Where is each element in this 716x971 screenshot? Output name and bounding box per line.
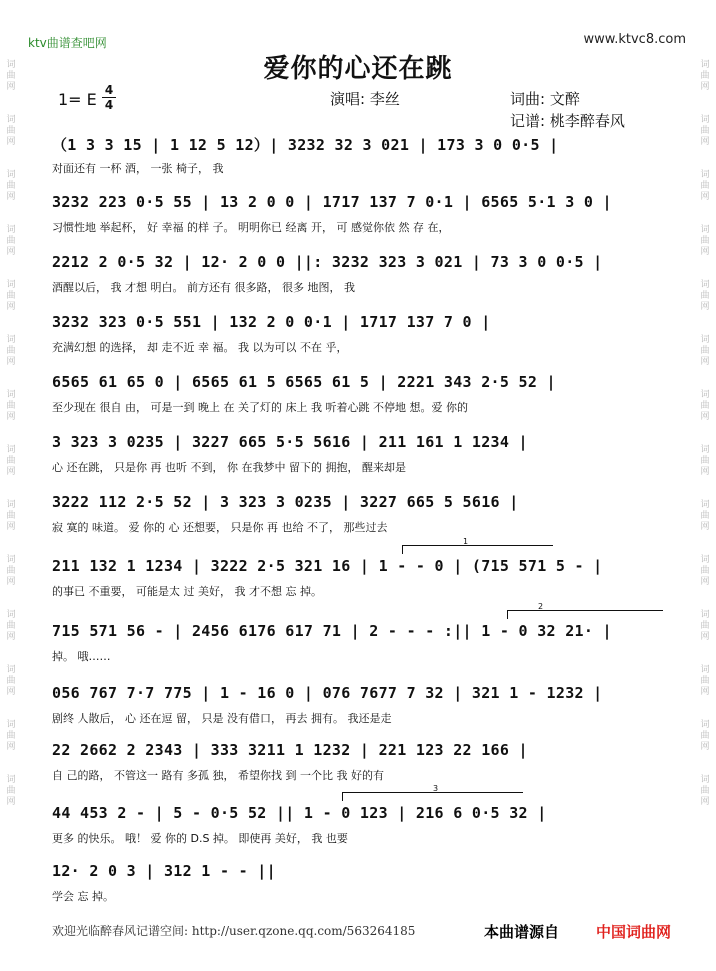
watermark-char: 曲 xyxy=(700,676,710,686)
watermark-char: 词 xyxy=(700,225,710,235)
watermark-char: 词 xyxy=(700,555,710,565)
watermark-char: 网 xyxy=(6,82,16,92)
watermark-char: 词 xyxy=(6,665,16,675)
watermark-char: 网 xyxy=(700,302,710,312)
footer-site-name: 中国词曲网 xyxy=(596,923,672,941)
watermark-char: 词 xyxy=(700,720,710,730)
volta-number-1: 1 xyxy=(463,537,469,546)
lyric-line: 至少现在 很自 由， 可是一到 晚上 在 关了灯的 床上 我 听着心跳 不停地 想。爱 你的 xyxy=(52,401,468,414)
watermark-char: 曲 xyxy=(700,456,710,466)
watermark-char: 网 xyxy=(700,797,710,807)
watermark-char: 词 xyxy=(700,610,710,620)
watermark-char: 曲 xyxy=(6,236,16,246)
watermark-char: 网 xyxy=(6,577,16,587)
watermark-char: 词 xyxy=(6,225,16,235)
watermark-char: 网 xyxy=(700,357,710,367)
notation-line: 3232 223 0·5 55 | 13 2 0 0 | 1717 137 7 0·1 | 6565 5·1 3 0 | xyxy=(52,193,612,211)
lyric-line: 充满幻想 的选择， 却 走不近 幸 福。 我 以为可以 不在 乎， xyxy=(52,341,348,354)
watermark-char: 词 xyxy=(6,500,16,510)
watermark-char: 词 xyxy=(700,280,710,290)
time-signature xyxy=(102,84,116,111)
watermark-char: 词 xyxy=(700,170,710,180)
transcriber-credit: 记谱: 桃李醉春风 xyxy=(510,112,625,130)
watermark-char: 词 xyxy=(700,60,710,70)
watermark-char: 曲 xyxy=(6,181,16,191)
lyric-line: 的事已 不重要， 可能是太 过 美好， 我 才不想 忘 掉。 xyxy=(52,585,322,598)
watermark-char: 词 xyxy=(6,115,16,125)
watermark-char: 词 xyxy=(700,115,710,125)
notation-line: 3 323 3 0235 | 3227 665 5·5 5616 | 211 161 1 1234 | xyxy=(52,433,528,451)
lyric-line: 对面还有 一杯 酒， 一张 椅子， 我 xyxy=(52,162,224,175)
site-name-left: ktv曲谱查吧网 xyxy=(28,36,107,50)
watermark-char: 曲 xyxy=(700,731,710,741)
footer-visit-text: 欢迎光临醉春风记谱空间: http://user.qzone.qq.com/563264185 xyxy=(52,924,416,938)
volta-bracket-3 xyxy=(342,784,523,801)
notation-line: 715 571 56 - | 2456 6176 617 71 | 2 - - - :|| 1 - 0 32 21· | xyxy=(52,622,612,640)
lyric-line: 酒醒以后， 我 才想 明白。 前方还有 很多路， 很多 地图， 我 xyxy=(52,281,355,294)
watermark-char: 曲 xyxy=(700,236,710,246)
watermark-char: 词 xyxy=(6,555,16,565)
lyric-line: 掉。 哦…… xyxy=(52,650,111,663)
time-sig-bottom: 4 xyxy=(104,98,114,112)
watermark-char: 网 xyxy=(700,82,710,92)
watermark-char: 曲 xyxy=(6,676,16,686)
volta-number-3: 3 xyxy=(433,784,439,793)
watermark-char: 词 xyxy=(700,665,710,675)
watermark-char: 网 xyxy=(700,577,710,587)
notation-line: 3222 112 2·5 52 | 3 323 3 0235 | 3227 665 5 5616 | xyxy=(52,493,519,511)
watermark-char: 网 xyxy=(700,742,710,752)
watermark-char: 网 xyxy=(6,192,16,202)
footer-source-text: 本曲谱源自 xyxy=(484,923,560,941)
watermark-char: 网 xyxy=(6,632,16,642)
lyric-line: 更多 的快乐。 哦！ 爱 你的 D.S 掉。 即使再 美好， 我 也要 xyxy=(52,832,348,845)
watermark-char: 词 xyxy=(700,500,710,510)
site-url-right: www.ktvc8.com xyxy=(583,32,686,47)
time-sig-top: 4 xyxy=(104,83,114,97)
watermark-char: 词 xyxy=(700,445,710,455)
watermark-char: 网 xyxy=(700,632,710,642)
watermark-char: 曲 xyxy=(6,511,16,521)
notation-line: 12· 2 0 3 | 312 1 - - || xyxy=(52,862,276,880)
watermark-char: 曲 xyxy=(6,566,16,576)
watermark-char: 网 xyxy=(700,412,710,422)
watermark-right xyxy=(696,60,714,830)
lyric-line: 寂 寞的 味道。 爱 你的 心 还想要， 只是你 再 也给 不了， 那些过去 xyxy=(52,521,388,534)
watermark-char: 网 xyxy=(6,467,16,477)
watermark-char: 网 xyxy=(6,302,16,312)
watermark-char: 曲 xyxy=(700,566,710,576)
volta-number-2: 2 xyxy=(538,602,544,611)
watermark-char: 曲 xyxy=(6,456,16,466)
notation-line: 211 132 1 1234 | 3222 2·5 321 16 | 1 - - 0 | (715 571 5 - | xyxy=(52,557,603,575)
watermark-char: 网 xyxy=(6,522,16,532)
watermark-char: 词 xyxy=(6,775,16,785)
watermark-char: 曲 xyxy=(6,346,16,356)
notation-line: 3232 323 0·5 551 | 132 2 0 0·1 | 1717 137 7 0 | xyxy=(52,313,491,331)
watermark-char: 曲 xyxy=(700,346,710,356)
watermark-char: 网 xyxy=(700,192,710,202)
watermark-char: 网 xyxy=(700,522,710,532)
notation-line: 22 2662 2 2343 | 333 3211 1 1232 | 221 123 22 166 | xyxy=(52,741,528,759)
notation-line: 056 767 7·7 775 | 1 - 16 0 | 076 7677 7 32 | 321 1 - 1232 | xyxy=(52,684,603,702)
watermark-char: 网 xyxy=(6,357,16,367)
notation-line: 6565 61 65 0 | 6565 61 5 6565 61 5 | 2221 343 2·5 52 | xyxy=(52,373,556,391)
volta-bracket-1 xyxy=(402,537,553,554)
watermark-char: 网 xyxy=(700,467,710,477)
watermark-char: 曲 xyxy=(6,401,16,411)
notation-line: 2212 2 0·5 32 | 12· 2 0 0 ||: 3232 323 3 021 | 73 3 0 0·5 | xyxy=(52,253,603,271)
lyric-line: 心 还在跳， 只是你 再 也听 不到， 你 在我梦中 留下的 拥抱， 醒来却是 xyxy=(52,461,406,474)
watermark-char: 词 xyxy=(6,280,16,290)
lyric-line: 自 己的路， 不管这一 路有 多孤 独， 希望你找 到 一个比 我 好的有 xyxy=(52,769,384,782)
singer-credit: 演唱: 李丝 xyxy=(330,90,400,108)
notation-line: 44 453 2 - | 5 - 0·5 52 || 1 - 0 123 | 216 6 0·5 32 | xyxy=(52,804,547,822)
watermark-char: 词 xyxy=(6,170,16,180)
watermark-char: 词 xyxy=(700,335,710,345)
song-title: 爱你的心还在跳 xyxy=(263,54,453,84)
watermark-char: 曲 xyxy=(6,291,16,301)
watermark-left xyxy=(2,60,20,830)
watermark-char: 曲 xyxy=(6,621,16,631)
watermark-char: 曲 xyxy=(700,291,710,301)
watermark-char: 网 xyxy=(6,137,16,147)
notation-line: （1 3 3 15 | 1 12 5 12）| 3232 32 3 021 | 173 3 0 0·5 | xyxy=(52,136,559,154)
watermark-char: 词 xyxy=(6,60,16,70)
watermark-char: 曲 xyxy=(700,511,710,521)
watermark-char: 曲 xyxy=(700,181,710,191)
watermark-char: 网 xyxy=(6,412,16,422)
lyric-line: 习惯性地 举起杯， 好 幸福 的样 子。 明明你已 经离 开， 可 感觉你依 然 存 在， xyxy=(52,221,450,234)
watermark-char: 曲 xyxy=(700,71,710,81)
watermark-char: 曲 xyxy=(6,786,16,796)
watermark-char: 曲 xyxy=(700,786,710,796)
watermark-char: 曲 xyxy=(700,126,710,136)
watermark-char: 曲 xyxy=(6,731,16,741)
lyric-line: 剧终 人散后， 心 还在逗 留， 只是 没有借口， 再去 拥有。 我还是走 xyxy=(52,712,392,725)
watermark-char: 词 xyxy=(700,775,710,785)
watermark-char: 网 xyxy=(6,742,16,752)
watermark-char: 词 xyxy=(6,610,16,620)
watermark-char: 曲 xyxy=(6,126,16,136)
key-signature: 1= E xyxy=(58,90,97,109)
watermark-char: 网 xyxy=(6,797,16,807)
composer-credit: 词曲: 文醉 xyxy=(510,90,580,108)
watermark-char: 曲 xyxy=(700,621,710,631)
watermark-char: 词 xyxy=(6,720,16,730)
watermark-char: 网 xyxy=(6,687,16,697)
watermark-char: 词 xyxy=(6,390,16,400)
watermark-char: 网 xyxy=(6,247,16,257)
watermark-char: 曲 xyxy=(6,71,16,81)
watermark-char: 词 xyxy=(700,390,710,400)
watermark-char: 词 xyxy=(6,335,16,345)
watermark-char: 曲 xyxy=(700,401,710,411)
watermark-char: 网 xyxy=(700,247,710,257)
lyric-line: 学会 忘 掉。 xyxy=(52,890,114,903)
watermark-char: 网 xyxy=(700,687,710,697)
watermark-char: 词 xyxy=(6,445,16,455)
watermark-char: 网 xyxy=(700,137,710,147)
volta-bracket-2 xyxy=(507,602,663,619)
